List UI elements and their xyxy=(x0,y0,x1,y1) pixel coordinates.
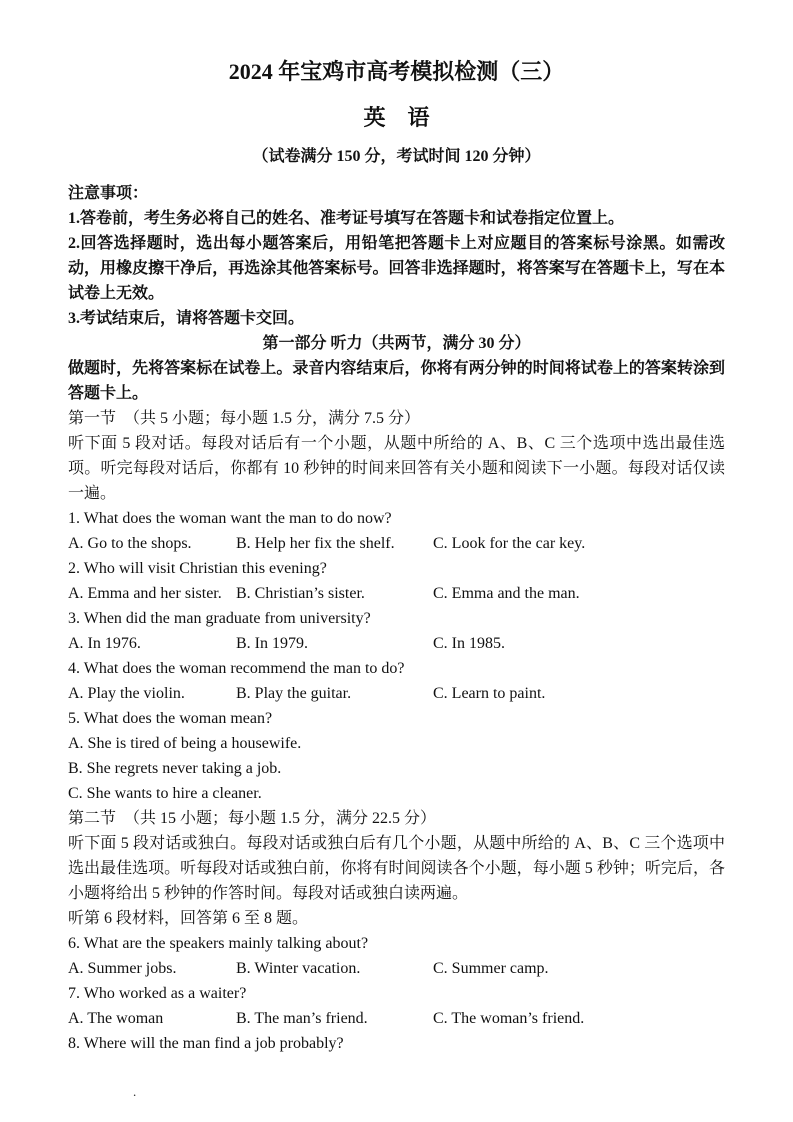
question-1-option-a: A. Go to the shops. xyxy=(68,535,192,552)
stray-mark: . xyxy=(133,1084,137,1099)
question-7-text: 7. Who worked as a waiter? xyxy=(68,985,247,1002)
question-7-option-c: C. The woman’s friend. xyxy=(433,1010,585,1027)
section2-heading: 第二节 （共 15 小题；每小题 1.5 分，满分 22.5 分） xyxy=(68,810,437,827)
question-1-option-b: B. Help her fix the shelf. xyxy=(236,535,395,552)
question-7-options xyxy=(68,1006,725,1031)
question-7-option-a: A. The woman xyxy=(68,1010,164,1027)
question-1-options xyxy=(68,531,725,556)
question-3-option-b: B. In 1979. xyxy=(236,635,308,652)
question-3-options xyxy=(68,631,725,656)
question-6-option-b: B. Winter vacation. xyxy=(236,960,361,977)
question-4-option-b: B. Play the guitar. xyxy=(236,685,352,702)
question-4-options xyxy=(68,681,725,706)
question-6-option-a: A. Summer jobs. xyxy=(68,960,177,977)
section2-material-note: 听第 6 段材料，回答第 6 至 8 题。 xyxy=(68,910,309,927)
question-5-option-b: B. She regrets never taking a job. xyxy=(68,760,282,777)
notice-heading: 注意事项： xyxy=(68,185,149,202)
question-4-option-c: C. Learn to paint. xyxy=(433,685,546,702)
question-2-option-b: B. Christian’s sister. xyxy=(236,585,365,602)
question-8-text: 8. Where will the man find a job probably? xyxy=(68,1035,344,1052)
question-6-options xyxy=(68,956,725,981)
question-4-text: 4. What does the woman recommend the man to do? xyxy=(68,660,405,677)
page-content xyxy=(68,58,725,1056)
exam-info-line: （试卷满分 150 分，考试时间 120 分钟） xyxy=(252,148,541,165)
question-5-option-c: C. She wants to hire a cleaner. xyxy=(68,785,262,802)
question-2-option-a: A. Emma and her sister. xyxy=(68,585,222,602)
question-4 xyxy=(68,656,725,706)
question-7-option-b: B. The man’s friend. xyxy=(236,1010,368,1027)
question-2-option-c: C. Emma and the man. xyxy=(433,585,580,602)
section2-instructions: 听下面 5 段对话或独白。每段对话或独白后有几个小题，从题中所给的 A、B、C 三个选项中选出最佳选项。听每段对话或独白前，你将有时间阅读各个小题，每小题 5 秒钟；听完后，各小题将给出 5 秒钟的作答时间。每段对话或独白读两遍。 xyxy=(68,835,725,902)
question-1 xyxy=(68,506,725,556)
question-2-text: 2. Who will visit Christian this evening? xyxy=(68,560,327,577)
question-6-option-c: C. Summer camp. xyxy=(433,960,549,977)
document-title: 2024 年宝鸡市高考模拟检测（三） xyxy=(228,59,565,84)
question-5 xyxy=(68,706,725,806)
question-1-text: 1. What does the woman want the man to do now? xyxy=(68,510,392,527)
part1-intro: 做题时，先将答案标在试卷上。录音内容结束后，你将有两分钟的时间将试卷上的答案转涂到答题卡上。 xyxy=(68,360,725,402)
notice-item-1: 1.答卷前，考生务必将自己的姓名、准考证号填写在答题卡和试卷指定位置上。 xyxy=(68,210,625,227)
question-7 xyxy=(68,981,725,1031)
question-2-options xyxy=(68,581,725,606)
notice-item-2: 2.回答选择题时，选出每小题答案后，用铅笔把答题卡上对应题目的答案标号涂黑。如需改动，用橡皮擦干净后，再选涂其他答案标号。回答非选择题时，将答案写在答题卡上，写在本试卷上无效。 xyxy=(68,235,725,302)
notice-item-3: 3.考试结束后，请将答题卡交回。 xyxy=(68,310,305,327)
subject-title: 英 语 xyxy=(363,105,430,130)
question-8 xyxy=(68,1031,725,1056)
question-4-option-a: A. Play the violin. xyxy=(68,685,185,702)
question-3-option-c: C. In 1985. xyxy=(433,635,505,652)
question-6 xyxy=(68,931,725,981)
question-3 xyxy=(68,606,725,656)
question-3-option-a: A. In 1976. xyxy=(68,635,141,652)
question-5-option-a: A. She is tired of being a housewife. xyxy=(68,735,302,752)
part1-heading: 第一部分 听力（共两节，满分 30 分） xyxy=(262,335,531,352)
section1-instructions: 听下面 5 段对话。每段对话后有一个小题，从题中所给的 A、B、C 三个选项中选出最佳选项。听完每段对话后，你都有 10 秒钟的时间来回答有关小题和阅读下一小题。每段对话仅读一遍。 xyxy=(68,435,725,502)
question-5-text: 5. What does the woman mean? xyxy=(68,710,273,727)
question-3-text: 3. When did the man graduate from university? xyxy=(68,610,371,627)
question-2 xyxy=(68,556,725,606)
question-1-option-c: C. Look for the car key. xyxy=(433,535,586,552)
section1-heading: 第一节 （共 5 小题；每小题 1.5 分，满分 7.5 分） xyxy=(68,410,421,427)
question-6-text: 6. What are the speakers mainly talking about? xyxy=(68,935,369,952)
